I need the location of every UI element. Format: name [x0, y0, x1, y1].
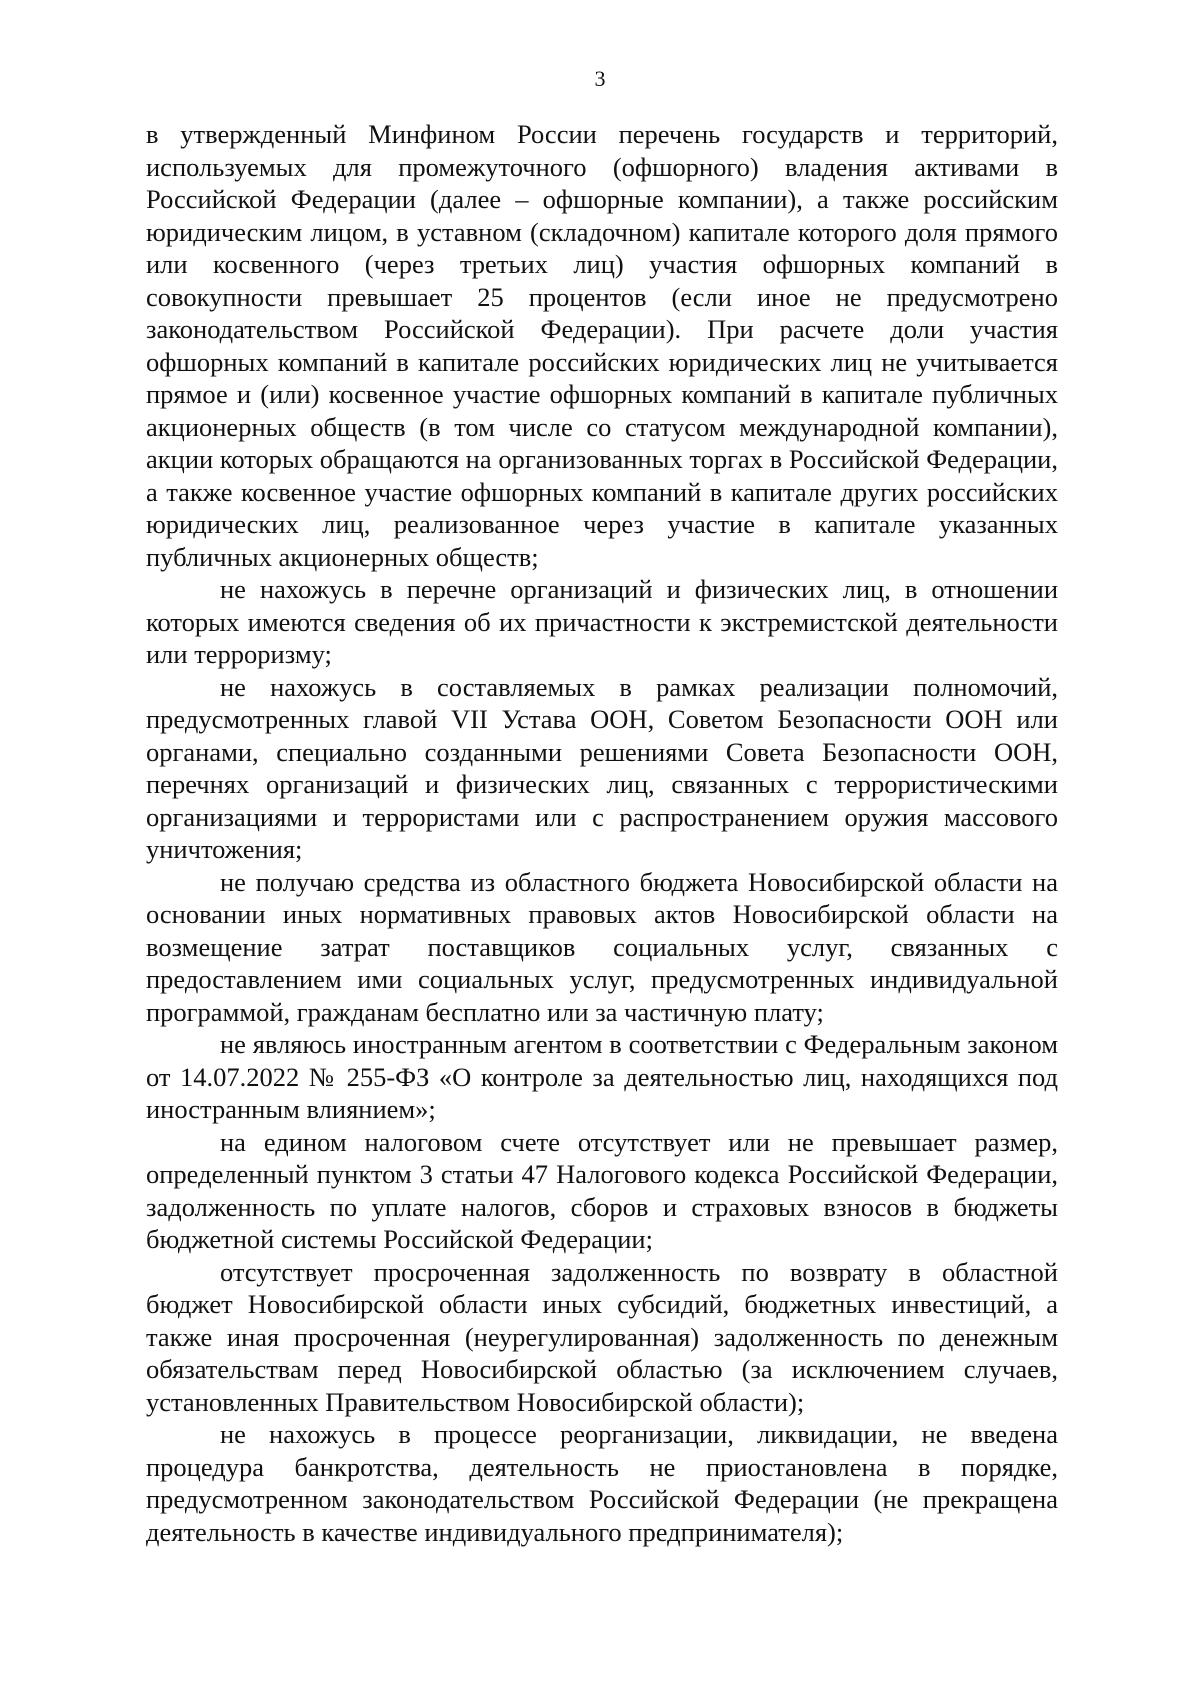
- document-body: [146, 118, 1058, 1548]
- paragraph-extremism-list: не нахожусь в перечне организаций и физических лиц, в отношении которых имеются сведения об их причастности к экстремистской деятельности или терроризму;: [146, 574, 1058, 669]
- paragraph-tax-debt: на едином налоговом счете отсутствует или не превышает размер, определенный пунктом 3 статьи 47 Налогового кодекса Российской Федерации, задолженность по уплате налогов, сборов и страховых взносов в бюджеты бюджетной системы Российской Федерации;: [146, 1126, 1058, 1254]
- paragraph-regional-budget-funds: не получаю средства из областного бюджета Новосибирской области на основании иных нормативных правовых актов Новосибирской области на возмещение затрат поставщиков социальных услуг, связанных с предоставлением ими социальных услуг, предусмотренных индивидуальной программой, гражданам бесплатно или за частичную плату;: [146, 866, 1058, 1027]
- page-number: 3: [594, 66, 606, 91]
- paragraph-reorganization: не нахожусь в процессе реорганизации, ликвидации, не введена процедура банкротства, деятельность не приостановлена в порядке, предусмотренном законодательством Российской Федерации (не прекращена деятельность в качестве индивидуального предпринимателя);: [146, 1419, 1058, 1547]
- paragraph-overdue-debt: отсутствует просроченная задолженность по возврату в областной бюджет Новосибирской области иных субсидий, бюджетных инвестиций, а также иная просроченная (неурегулированная) задолженность по денежным обязательствам перед Новосибирской областью (за исключением случаев, установленных Правительством Новосибирской области);: [146, 1256, 1058, 1417]
- paragraph-offshore-companies: в утвержденный Минфином России перечень государств и территорий, используемых для промежуточного (офшорного) владения активами в Российской Федерации (далее – офшорные компании), а также российским юридическим лицом, в уставном (складочном) капитале которого доля прямого или косвенного (через третьих лиц) участия офшорных компаний в совокупности превышает 25 процентов (если иное не предусмотрено законодательством Российской Федерации). При расчете доли участия офшорных компаний в капитале российских юридических лиц не учитывается прямое и (или) косвенное участие офшорных компаний в капитале публичных акционерных обществ (в том числе со статусом международной компании), акции которых обращаются на организованных торгах в Российской Федерации, а также косвенное участие офшорных компаний в капитале других российских юридических лиц, реализованное через участие в капитале указанных публичных акционерных обществ;: [146, 119, 1058, 572]
- paragraph-foreign-agent: не являюсь иностранным агентом в соответствии с Федеральным законом от 14.07.2022 № 255-ФЗ «О контроле за деятельностью лиц, находящихся под иностранным влиянием»;: [146, 1029, 1058, 1124]
- paragraph-un-sanctions-list: не нахожусь в составляемых в рамках реализации полномочий, предусмотренных главой VII Устава ООН, Советом Безопасности ООН или органами, специально созданными решениями Совета Безопасности ООН, перечнях организаций и физических лиц, связанных с террористическими организациями и террористами или с распространением оружия массового уничтожения;: [146, 671, 1058, 864]
